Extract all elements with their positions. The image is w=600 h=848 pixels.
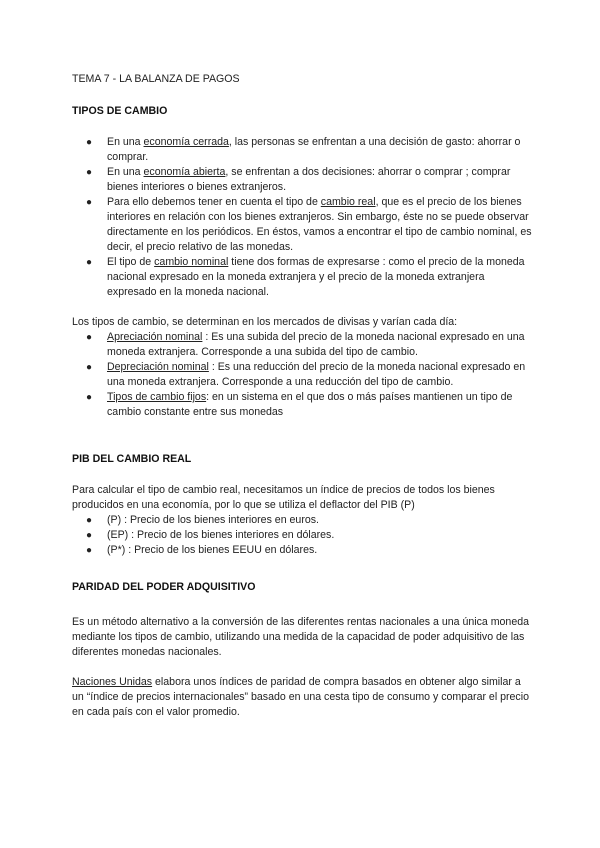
- paragraph-pib: Para calcular el tipo de cambio real, necesitamos un índice de precios de todos los bienes producidos en una economía, por lo que se utiliza el deflactor del PIB (P): [72, 484, 495, 511]
- bullet-icon: ●: [86, 515, 93, 526]
- bullet-icon: ●: [86, 167, 93, 178]
- bullet-icon: ●: [86, 137, 93, 148]
- list-item: ● Depreciación nominal : Es una reducción del precio de la moneda nacional expresado en una moneda extranjera. Corresponde a una reducción del tipo de cambio.: [86, 361, 526, 388]
- bullet-list-economias: [72, 135, 532, 300]
- bullet-icon: ●: [86, 197, 93, 208]
- document-page: [72, 72, 532, 720]
- list-item: ● Tipos de cambio fijos: en un sistema en el que dos o más países mantienen un tipo de cambio constante entre sus monedas: [86, 391, 513, 418]
- heading-pib-cambio-real: PIB DEL CAMBIO REAL: [72, 453, 192, 465]
- list-item: ● Para ello debemos tener en cuenta el tipo de cambio real, que es el precio de los bienes interiores en relación con los bienes extranjeros. Sin embargo, éste no se puede observar directamente en los periódicos. En éstos, vamos a encontrar el tipo de cambio nominal, es decir, el precio relativo de las monedas.: [86, 196, 532, 253]
- bullet-icon: ●: [86, 362, 93, 373]
- bullet-icon: ●: [86, 392, 93, 403]
- bullet-list-variaciones: [72, 330, 532, 420]
- bullet-icon: ●: [86, 332, 93, 343]
- paragraph-tipos: Los tipos de cambio, se determinan en los mercados de divisas y varían cada día:: [72, 316, 458, 328]
- bullet-icon: ●: [86, 545, 93, 556]
- bullet-icon: ●: [86, 530, 93, 541]
- paragraph-paridad-2: Naciones Unidas elabora unos índices de paridad de compra basados en obtener algo similar a un “índice de precios internacionales” basado en una cesta tipo de consumo y comparar el precio en cada país con el valor promedio.: [72, 676, 529, 718]
- bullet-icon: ●: [86, 257, 93, 268]
- heading-paridad: PARIDAD DEL PODER ADQUISITIVO: [72, 581, 256, 593]
- list-item: ● (P*) : Precio de los bienes EEUU en dólares.: [86, 544, 318, 556]
- list-item: ● (P) : Precio de los bienes interiores en euros.: [86, 514, 319, 526]
- list-item: ● En una economía abierta, se enfrentan a dos decisiones: ahorrar o comprar ; comprar bienes interiores o bienes extranjeros.: [86, 166, 511, 193]
- list-item: ● El tipo de cambio nominal tiene dos formas de expresarse : como el precio de la moneda nacional expresado en la moneda extranjera y el precio de la moneda extranjera expresado en la moneda nacional.: [86, 256, 525, 298]
- heading-tipos-de-cambio: TIPOS DE CAMBIO: [72, 105, 168, 117]
- document-title: TEMA 7 - LA BALANZA DE PAGOS: [72, 73, 240, 85]
- list-item: ● En una economía cerrada, las personas se enfrentan a una decisión de gasto: ahorrar o comprar.: [86, 136, 521, 163]
- list-item: ● (EP) : Precio de los bienes interiores en dólares.: [86, 529, 335, 541]
- bullet-list-precios: [72, 513, 532, 558]
- list-item: ● Apreciación nominal : Es una subida del precio de la moneda nacional expresado en una moneda extranjera. Corresponde a una subida del tipo de cambio.: [86, 331, 525, 358]
- paragraph-paridad-1: Es un método alternativo a la conversión de las diferentes rentas nacionales a una única moneda mediante los tipos de cambio, utilizando una medida de la capacidad de poder adquisitivo de las diferentes monedas nacionales.: [72, 616, 529, 658]
